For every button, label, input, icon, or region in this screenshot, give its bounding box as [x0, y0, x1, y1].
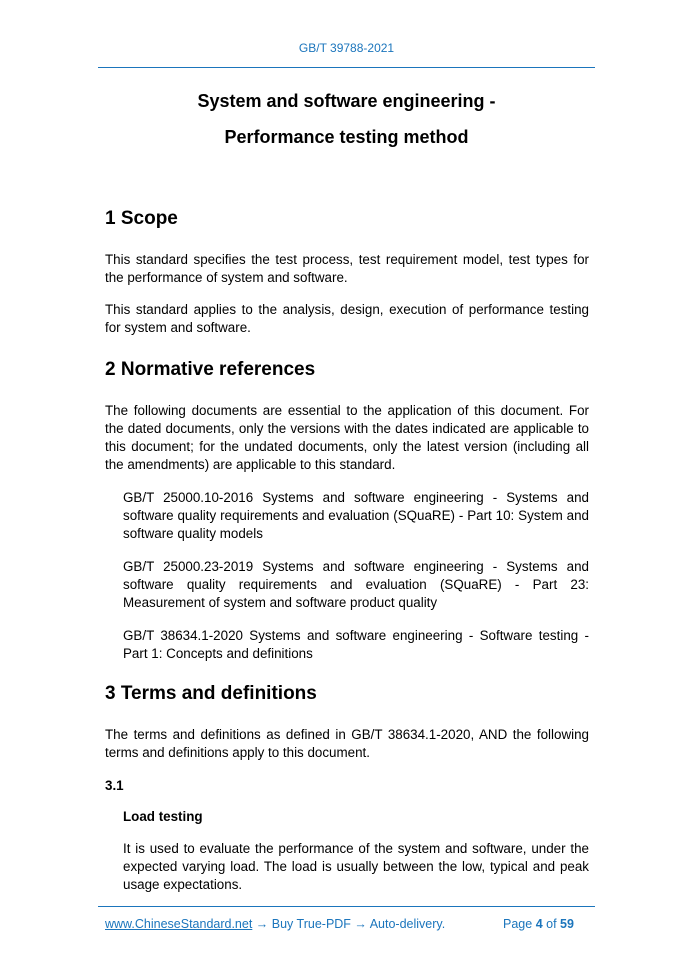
normative-references-intro: The following documents are essential to the application of this document. For the dated documents, only the versions with the dates indicated are applicable to this document; for the undated documents, only the latest version (including all the amendments) are applicable to this standard. — [105, 403, 589, 472]
reference-item: GB/T 25000.23-2019 Systems and software engineering - Systems and software quality requirements and evaluation (SQuaRE) - Part 23: Measurement of system and software product quality — [123, 559, 589, 610]
page-indicator — [503, 917, 574, 931]
scope-paragraph-1: This standard specifies the test process, test requirement model, test types for the performance of system and software. — [105, 252, 589, 285]
reference-item: GB/T 38634.1-2020 Systems and software engineering - Software testing - Part 1: Concepts and definitions — [123, 628, 589, 661]
footer-promo — [105, 917, 445, 931]
site-link[interactable]: www.ChineseStandard.net — [105, 917, 253, 931]
terms-definitions-intro: The terms and definitions as defined in GB/T 38634.1-2020, AND the following terms and definitions apply to this document. — [105, 727, 589, 760]
document-title-line-1: System and software engineering - — [197, 91, 496, 111]
page-of-label: of — [546, 917, 557, 931]
footer-tagline: → Buy True-PDF → Auto-delivery. — [252, 917, 446, 931]
scope-paragraph-2: This standard applies to the analysis, design, execution of performance testing for system and software. — [105, 302, 589, 335]
header-divider — [98, 67, 595, 68]
page-label: Page — [503, 917, 533, 931]
term-name: Load testing — [123, 809, 203, 824]
page-current: 4 — [535, 917, 543, 931]
document-title-line-2: Performance testing method — [224, 127, 469, 147]
term-number: 3.1 — [105, 778, 124, 793]
document-number-header: GB/T 39788-2021 — [298, 41, 395, 55]
reference-item: GB/T 25000.10-2016 Systems and software engineering - Systems and software quality requirements and evaluation (SQuaRE) - Part 10: System and software quality models — [123, 490, 589, 541]
scope-heading: 1 Scope — [105, 208, 178, 229]
normative-references-heading: 2 Normative references — [105, 359, 316, 380]
footer-divider — [98, 906, 595, 907]
terms-definitions-heading: 3 Terms and definitions — [105, 683, 317, 704]
term-definition: It is used to evaluate the performance of the system and software, under the expected varying load. The load is usually between the low, typical and peak usage expectations. — [123, 841, 589, 892]
page-total: 59 — [560, 917, 574, 931]
